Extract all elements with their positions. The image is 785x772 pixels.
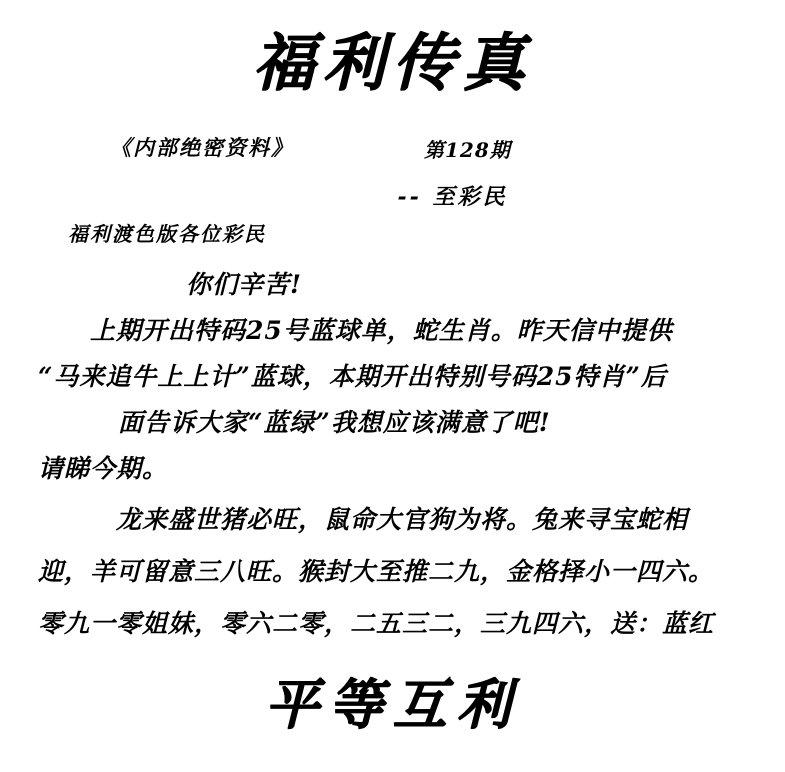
dedication-text: -- 至彩民	[397, 184, 508, 210]
body-line: 上期开出特码25号蓝球单，蛇生肖。昨天信中提供	[90, 316, 673, 345]
footer-slogan: 平等互利	[264, 672, 521, 736]
secret-label: 《内部绝密资料》	[110, 135, 294, 160]
issue-number: 第128期	[424, 138, 511, 162]
body-line: 你们辛苦!	[186, 270, 302, 299]
body-line: “马来追牛上上计”蓝球，本期开出特别号码25特肖”后	[38, 362, 667, 391]
body-line: 龙来盛世猪必旺，鼠命大官狗为将。兔来寻宝蛇相	[116, 505, 689, 534]
salutation-text: 福利渡色版各位彩民	[68, 222, 266, 246]
paragraph-two	[38, 494, 754, 650]
body-line: 请睇今期。	[38, 454, 169, 483]
body-line: 迎，羊可留意三八旺。猴封大至推二九，金格择小一四六。	[38, 557, 715, 586]
body-line: 零九一零姐妹，零六二零，二五三二，三九四六，送：蓝红	[38, 609, 715, 638]
paragraph-one	[38, 262, 754, 492]
body-line: 面告诉大家“蓝绿”我想应该满意了吧!	[118, 408, 551, 437]
document-title: 福利传真	[252, 26, 533, 99]
subheader-row	[0, 132, 785, 162]
